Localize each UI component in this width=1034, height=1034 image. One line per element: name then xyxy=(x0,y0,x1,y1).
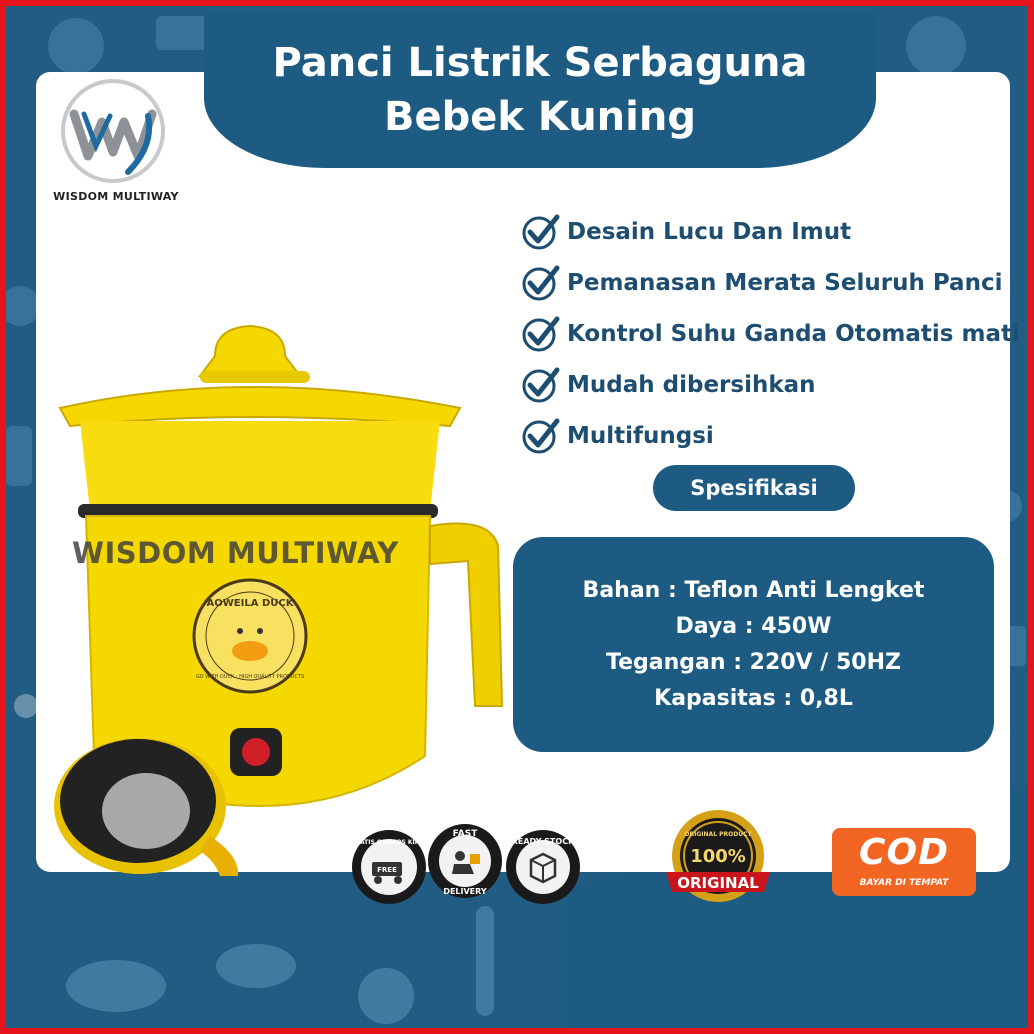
feature-text: Pemanasan Merata Seluruh Panci xyxy=(567,269,1003,296)
spec-box xyxy=(513,537,994,752)
feature-item xyxy=(521,410,1031,461)
title-banner xyxy=(204,12,876,168)
free-shipping-mid-text: FREE xyxy=(377,866,397,874)
check-circle-icon xyxy=(521,416,561,456)
fast-text: FAST xyxy=(452,829,478,839)
ready-stock-badge-icon xyxy=(504,828,582,906)
spec-label: Spesifikasi xyxy=(653,465,855,511)
feature-item xyxy=(521,359,1031,410)
logo-letters: WM xyxy=(113,96,115,97)
brand-name: WISDOM MULTIWAY xyxy=(53,190,179,203)
original-top-text: ORIGINAL PRODUCT xyxy=(684,831,752,838)
feature-item xyxy=(521,257,1031,308)
fast-delivery-badge-icon xyxy=(426,822,504,900)
original-pct-text: 100% xyxy=(690,846,746,867)
brand-watermark: WISDOM MULTIWAY xyxy=(72,536,399,570)
title-line-1: Panci Listrik Serbaguna xyxy=(272,40,808,86)
cod-badge xyxy=(832,828,976,896)
cod-text: COD xyxy=(859,832,949,873)
check-circle-icon xyxy=(521,212,561,252)
feature-text: Multifungsi xyxy=(567,422,714,449)
original-ribbon-text: ORIGINAL xyxy=(677,874,759,892)
spec-line-material: Bahan : Teflon Anti Lengket xyxy=(582,577,925,603)
title-line-2: Bebek Kuning xyxy=(384,94,696,140)
ready-stock-text: READY STOCK xyxy=(511,837,575,846)
feature-text: Mudah dibersihkan xyxy=(567,371,816,398)
feature-list xyxy=(521,206,1031,461)
check-circle-icon xyxy=(521,263,561,303)
cod-sub-text: BAYAR DI TEMPAT xyxy=(859,878,949,888)
free-shipping-text: GRATIS ONGKOS KIRIM xyxy=(350,839,428,846)
spec-line-voltage: Tegangan : 220V / 50HZ xyxy=(606,649,901,675)
spec-line-capacity: Kapasitas : 0,8L xyxy=(654,685,853,711)
check-circle-icon xyxy=(521,314,561,354)
spec-line-power: Daya : 450W xyxy=(675,613,832,639)
check-circle-icon xyxy=(521,365,561,405)
feature-text: Desain Lucu Dan Imut xyxy=(567,218,852,245)
sticker-top-text: AOWEILA DUCK xyxy=(206,598,294,609)
feature-item xyxy=(521,308,1031,359)
feature-item xyxy=(521,206,1031,257)
free-shipping-badge-icon xyxy=(350,828,428,906)
product-image xyxy=(50,316,520,876)
original-product-badge-icon xyxy=(660,806,776,916)
sticker-bottom-text: GO WITH DUCK · HIGH QUALITY PRODUCTS xyxy=(195,674,305,680)
brand-logo-icon xyxy=(58,76,168,186)
delivery-text: DELIVERY xyxy=(443,887,487,896)
feature-text: Kontrol Suhu Ganda Otomatis mati xyxy=(567,320,1020,347)
